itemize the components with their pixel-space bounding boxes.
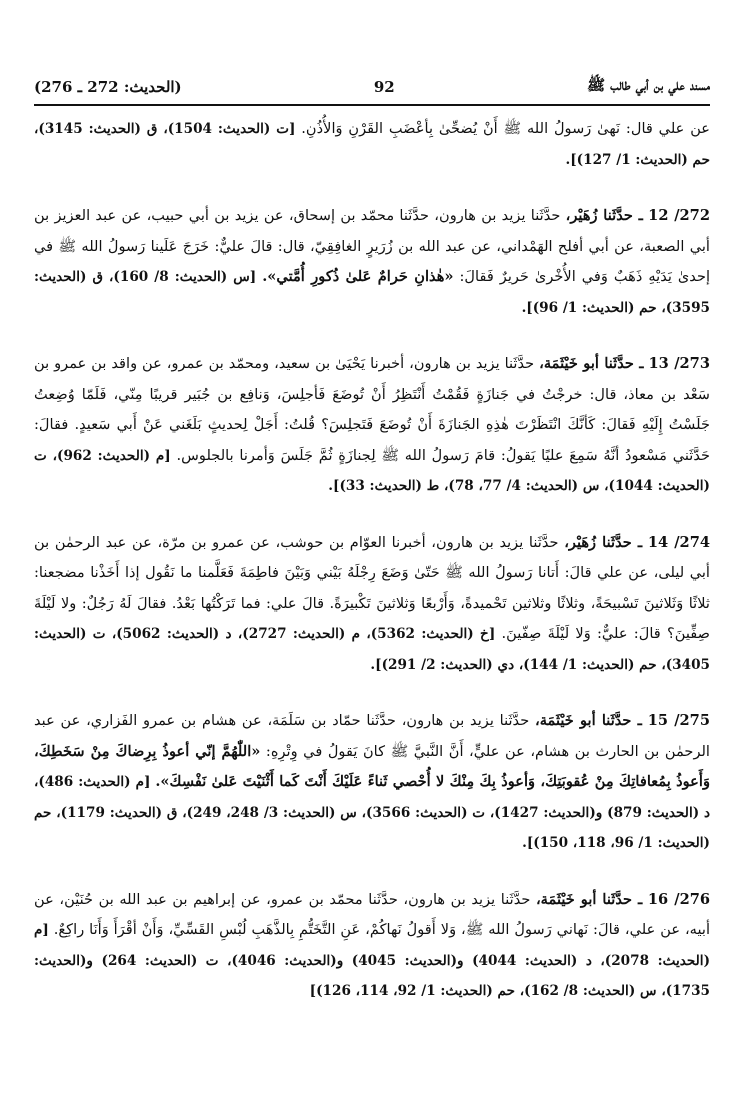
hadith-number: 275/ 15 — [647, 712, 710, 729]
hadith-272 — [34, 201, 710, 323]
hadith-references: [م (الحديث: 962)، ت (الحديث: 1044)، س (الحديث: 4/ 77، 78)، ط (الحديث: 33)]. — [34, 447, 710, 494]
hadith-276 — [34, 885, 710, 1007]
hadith-lead: ـ حدَّثَنا أبو خَيْثَمَة، — [535, 712, 642, 729]
hadith-text: حدَّثَنا يزيد بن هارون، حدَّثَنا حمّاد بن سَلَمَة، عن هشام بن عمرو الفَزاري، عن عبد الرحمٰن بن الحارث بن هشام، عن عليٍّ، أَنَّ النَّبيَّ ﷺ كانَ يَقولُ في وِتْرِهِ: — [34, 712, 710, 760]
hadith-lead: ـ حدَّثَنا زُهَيْر، — [564, 533, 643, 551]
hadith-paragraph — [34, 706, 710, 859]
book-title: مسند علي بن أبي طالب ﷺ — [586, 76, 710, 94]
hadith-number: 272/ 12 — [648, 207, 710, 224]
hadith-quote: «اللّٰهُمَّ إنّي أعوذُ بِرِضاكَ مِنْ سَخَطِكَ، وَأَعوذُ بِمُعافاتِكَ مِنْ عُقوبَتِكَ، وَأعوذُ بِكَ مِنْكَ لا أُحْصي ثَناءً عَلَيْكَ أَنْتَ كَما أَثْنَيْتَ عَلىٰ نَفْسِكَ». — [34, 742, 710, 790]
hadith-paragraph — [34, 201, 710, 323]
hadith-text: حدَّثَنا يزيد بن هارون، أخبرنا يَحْيَىٰ بن سعيد، ومحمّد بن عمرو، عن واقد بن عمرو بن سَعْد بن معاذ، قال: خرجْتُ في جَنازَةٍ فَقُمْتُ أَنْتَظِرُ أَنْ تُوضَعَ فَأجلِسَ، وَنافِع بن جُبَير قريبًا مِنّي، فَلَمّا وُضِعتُ جَلَسْتُ إِلَيْهِ فَقالَ: كَأنَّكَ انْتَظَرْتَ هٰذِهِ الجَنازَةَ أَنْ تُوضَعَ فَتَجلِسَ؟ قُلتُ: أَجَلْ لِحديثٍ بَلَغَني عَنْ أَبي سَعيدٍ. فقالَ: حَدَّثَني مَسْعودُ أنَّهُ سَمِعَ عليًا يَقولُ: قامَ رَسولُ الله ﷺ لِجنازَةٍ ثُمَّ جَلَسَ وَأمرنا بالجلوس. — [34, 355, 711, 464]
header-rule — [34, 104, 710, 106]
hadith-text: حدَّثَنا يزيد بن هارون، حدَّثَنا محمّد بن إسحاق، عن يزيد بن أبي حبيب، عن عبد العزيز بن أبي الصعبة، عن أبي أفلح الهَمْداني، عن عبد الله بن زُرَيرٍ الغافِقِيّ، قال: قالَ عليٌّ: خَرَجَ عَلَينا رَسولُ الله ﷺ في إحدىٰ يَدَيْهِ ذَهَبٌ وَفي الأُخْرىٰ حَريرٌ فَقالَ: — [34, 207, 711, 285]
hadith-references: [س (الحديث: 8/ 160)، ق (الحديث: 3595)، حم (الحديث: 1/ 96)]. — [34, 269, 710, 316]
hadith-quote: «هٰذانِ حَرامٌ عَلىٰ ذُكورِ أُمَّتي». — [262, 268, 454, 285]
running-header — [34, 72, 710, 102]
hadith-range: (الحديث: 272 ـ 276) — [34, 78, 182, 96]
hadith-references: [م (الحديث: 2078)، د (الحديث: 4044) و(الحديث: 4045) و(الحديث: 4046)، ت (الحديث: 264) و(الحديث: 1735)، س (الحديث: 8/ 162)، حم (الحديث: 1/ 92، 114، 126)] — [34, 922, 710, 999]
hadith-paragraph — [34, 528, 710, 681]
page-body — [34, 114, 710, 1033]
hadith-text: حدَّثَنا يزيد بن هارون، أخبرنا العوّام بن حوشب، عن عمرو بن مرّة، عن عبد الرحمٰن بن أبي ليلى، عن علي قالَ: أَتانا رَسولُ الله ﷺ حَتّىٰ وَضَعَ رِجْلَهُ بَيْني وَبَيْنَ فاطِمَةَ فَعَلَّمنا ما نَقُول إذا أَخَذْنا مضجعنا: ثلاثًا وَثَلاثينَ تَسْبيحَةً، وثلاثًا وثلاثين تَحْميدةً، وَأَرْبعًا وَثلاثينَ تَكْبيرَةً. قالَ علي: فما تَرَكْتُها بَعْدُ. فقالَ لَهُ رَجُلٌ: ولا لَيْلَةَ صِفِّينَ؟ قالَ: عليٌّ: وَلا لَيْلَةَ صِفّينَ. — [34, 533, 711, 642]
hadith-275 — [34, 706, 710, 859]
hadith-references: [ت (الحديث: 1504)، ق (الحديث: 3145)، حم (الحديث: 1/ 127)]. — [34, 121, 710, 168]
hadith-lead: ـ حدَّثَنا أبو خَيْثَمَة، — [539, 355, 644, 372]
hadith-references: [م (الحديث: 486)، د (الحديث: 879) و(الحديث: 1427)، ت (الحديث: 3566)، س (الحديث: 3/ 248، 249)، ق (الحديث: 1179)، حم (الحديث: 1/ 96، 118، 150)]. — [34, 774, 710, 851]
hadith-number: 276/ 16 — [647, 890, 711, 908]
hadith-274 — [34, 528, 710, 681]
hadith-number: 274/ 14 — [647, 533, 711, 551]
hadith-paragraph — [34, 885, 710, 1007]
hadith-number: 273/ 13 — [648, 355, 710, 372]
hadith-text: حدَّثَنا يزيد بن هارون، حدَّثَنا محمّد بن عمرو، عن إبراهيم بن عبد الله بن حُنَيْن، عن أبيه، عن علي، قالَ: نَهاني رَسولُ الله ﷺ، وَلا أَقولُ نَهاكُمْ، عَنِ التَّخَتُّمِ بِالذَّهَبِ لُبْسِ القَسِّيِّ، وَأَنْ أقْرَأَ وَأَنَا راكِعٌ. — [34, 890, 711, 938]
hadith-references: [خ (الحديث: 5362)، م (الحديث: 2727)، د (الحديث: 5062)، ت (الحديث: 3405)، حم (الحديث: 1/ 144)، دي (الحديث: 2/ 291)]. — [34, 626, 710, 673]
page-number: 92 — [373, 78, 395, 96]
hadith-lead: ـ حدَّثَنا أبو خَيْثَمَة، — [535, 890, 643, 908]
hadith-271-end — [34, 114, 710, 175]
hadith-text: عن علي قال: نَهىٰ رَسولُ الله ﷺ أَنْ يُضحِّىٰ بِأعْضَبِ القَرْنِ وَالأُذُنِ. — [301, 120, 711, 137]
hadith-paragraph — [34, 349, 710, 502]
hadith-paragraph — [34, 114, 710, 175]
hadith-273 — [34, 349, 710, 502]
hadith-lead: ـ حدَّثَنا زُهَيْر، — [565, 207, 643, 224]
